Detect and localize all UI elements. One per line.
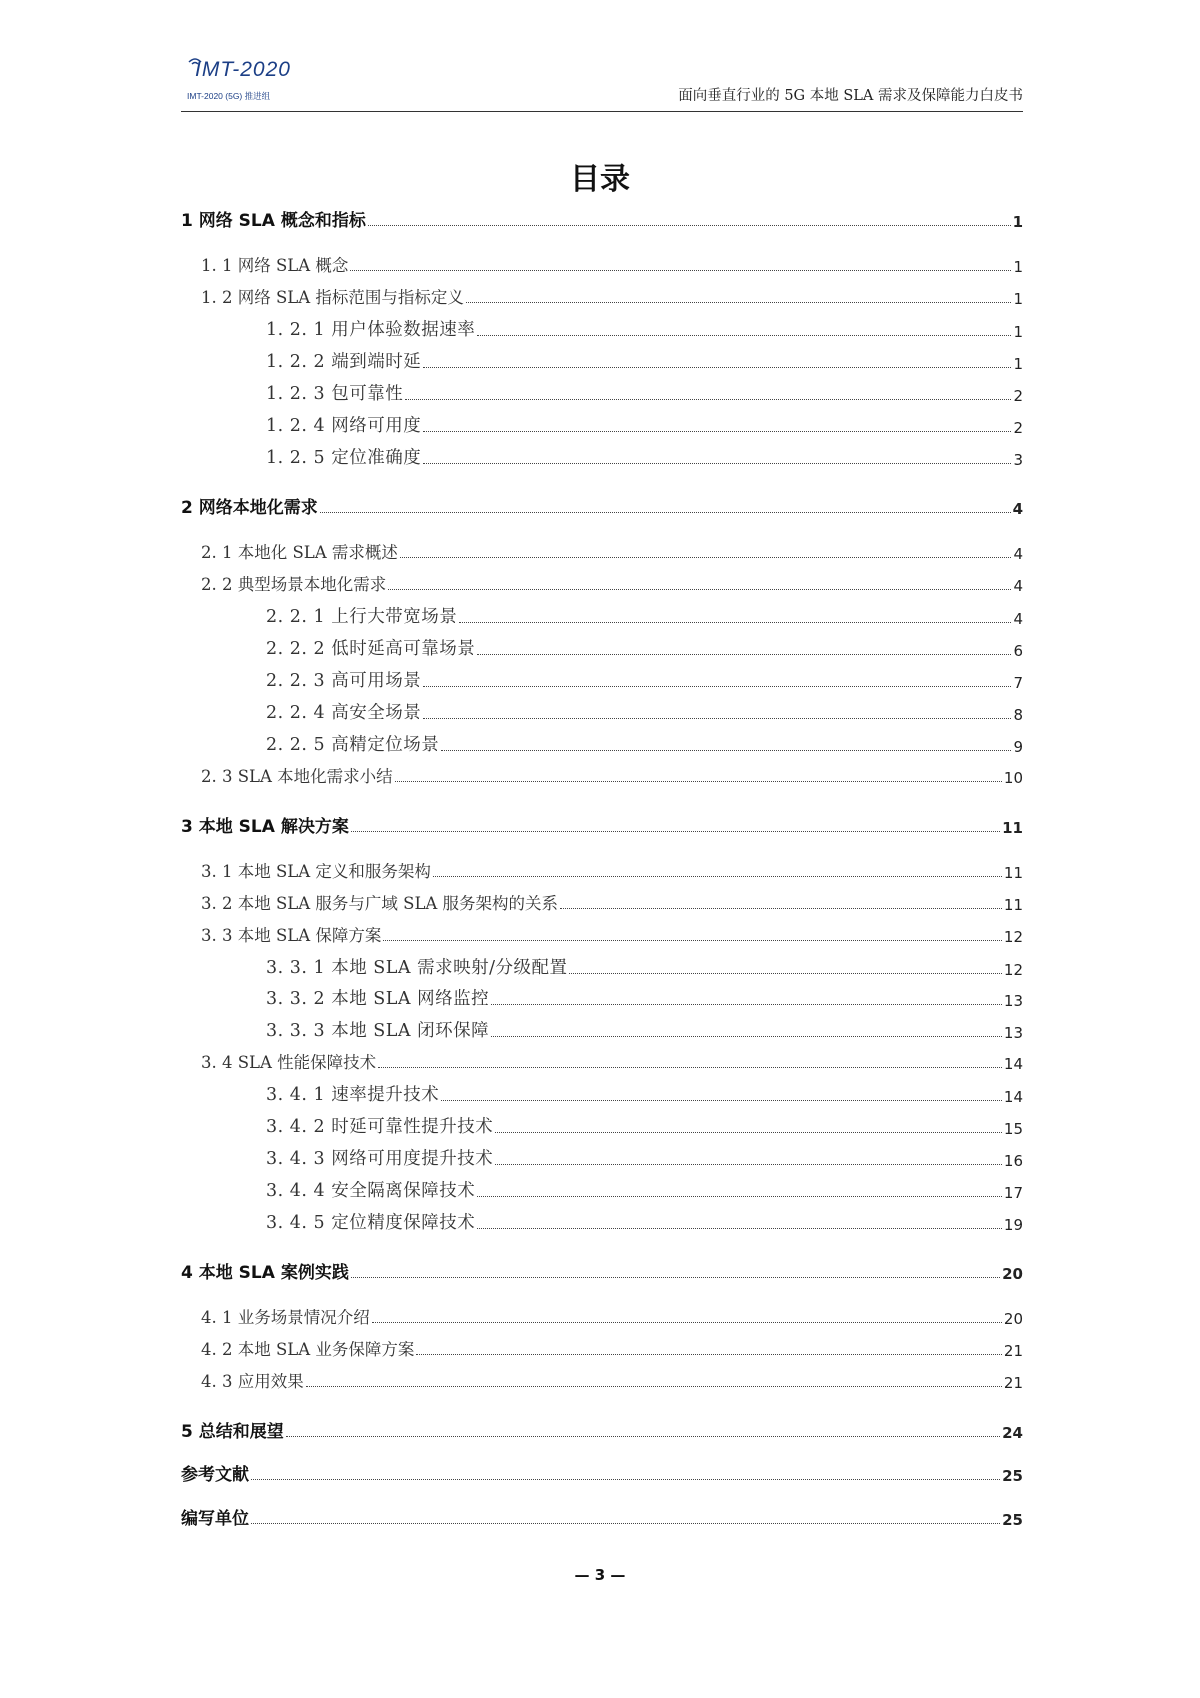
dot-leader [423, 367, 1011, 368]
toc-entry[interactable] [181, 1417, 1023, 1442]
toc-entry-label: 2. 2. 2 低时延高可靠场景 [266, 639, 476, 659]
toc-entry[interactable] [266, 985, 1023, 1010]
toc-entry[interactable] [266, 603, 1023, 628]
toc-entry[interactable] [201, 539, 1023, 563]
toc-entry[interactable] [201, 1049, 1023, 1073]
dot-leader [477, 1196, 1002, 1197]
toc-entry-page: 17 [1003, 1184, 1023, 1202]
toc-entry-page: 4 [1013, 577, 1023, 595]
toc-entry-label: 4. 3 应用效果 [201, 1372, 304, 1391]
toc-entry-label: 1. 1 网络 SLA 概念 [201, 256, 349, 275]
logo-subtext: IMT-2020 (5G) 推进组 [187, 91, 271, 101]
toc-entry-label: 1. 2. 4 网络可用度 [266, 416, 422, 436]
toc-entry-label: 1. 2. 3 包可靠性 [266, 384, 404, 404]
toc-entry-label: 2. 2. 3 高可用场景 [266, 671, 422, 691]
toc-entry-label: 2. 2. 1 上行大带宽场景 [266, 607, 458, 627]
toc-entry-label: 2. 2 典型场景本地化需求 [201, 575, 387, 594]
toc-entry[interactable] [266, 1145, 1023, 1170]
dot-leader [433, 876, 1002, 877]
dot-leader [395, 781, 1002, 782]
toc-entry-page: 12 [1003, 928, 1023, 946]
toc-entry-label: 1. 2. 2 端到端时延 [266, 352, 422, 372]
dot-leader [251, 1523, 1000, 1524]
toc-entry[interactable] [201, 763, 1023, 787]
toc-entry-page: 25 [1002, 1467, 1023, 1485]
toc-entry-label: 3. 3 本地 SLA 保障方案 [201, 926, 382, 945]
toc-entry-label: 1. 2. 5 定位准确度 [266, 448, 422, 468]
toc-entry-page: 20 [1002, 1265, 1023, 1283]
toc-entry-page: 4 [1013, 545, 1023, 563]
toc-entry-label: 3. 4 SLA 性能保障技术 [201, 1053, 377, 1072]
toc-entry[interactable] [266, 1177, 1023, 1202]
toc-entry-page: 15 [1003, 1120, 1023, 1138]
toc-entry[interactable] [266, 1209, 1023, 1234]
toc-entry-page: 10 [1003, 769, 1023, 787]
dot-leader [477, 654, 1011, 655]
dot-leader [372, 1322, 1002, 1323]
toc-entry-page: 2 [1013, 419, 1023, 437]
dot-leader [320, 512, 1011, 513]
toc-entry-page: 1 [1013, 258, 1023, 276]
toc-entry-label: 3. 2 本地 SLA 服务与广域 SLA 服务架构的关系 [201, 894, 559, 913]
toc-entry-label: 1 网络 SLA 概念和指标 [181, 211, 366, 231]
toc-entry-page: 21 [1003, 1342, 1023, 1360]
toc-entry[interactable] [266, 348, 1023, 373]
toc-entry-page: 2 [1013, 387, 1023, 405]
dot-leader [351, 831, 1000, 832]
dot-leader [491, 1036, 1002, 1037]
toc-entry-label: 3. 1 本地 SLA 定义和服务架构 [201, 862, 431, 881]
toc-entry[interactable] [201, 1368, 1023, 1392]
toc-entry-page: 7 [1013, 674, 1023, 692]
toc-entry[interactable] [266, 731, 1023, 756]
dot-leader [350, 270, 1011, 271]
dot-leader [388, 589, 1011, 590]
toc-entry[interactable] [201, 1336, 1023, 1360]
dot-leader [423, 686, 1011, 687]
toc-entry-page: 1 [1012, 213, 1023, 231]
dot-leader [383, 940, 1002, 941]
toc-entry-page: 11 [1003, 896, 1023, 914]
toc-entry[interactable] [266, 699, 1023, 724]
dot-leader [423, 463, 1011, 464]
toc-entry-page: 3 [1013, 451, 1023, 469]
dot-leader [368, 225, 1011, 226]
dot-leader [477, 335, 1011, 336]
dot-leader [405, 399, 1011, 400]
toc-entry-label: 3. 3. 1 本地 SLA 需求映射/分级配置 [266, 958, 568, 978]
toc-entry-label: 2. 3 SLA 本地化需求小结 [201, 767, 393, 786]
toc-entry-page: 4 [1013, 610, 1023, 628]
toc-entry[interactable] [266, 667, 1023, 692]
toc-entry[interactable] [266, 954, 1023, 979]
toc-entry-label: 3. 3. 2 本地 SLA 网络监控 [266, 989, 490, 1009]
toc-entry-page: 13 [1003, 1024, 1023, 1042]
page-number: — 3 — [574, 1566, 626, 1584]
toc-entry[interactable] [181, 1258, 1023, 1283]
toc-entry-page: 14 [1003, 1088, 1023, 1106]
toc-entry[interactable] [201, 922, 1023, 946]
toc-entry-label: 3. 4. 1 速率提升技术 [266, 1085, 440, 1105]
toc-entry-page: 6 [1013, 642, 1023, 660]
dot-leader [441, 1100, 1002, 1101]
toc-entry-label: 3. 4. 2 时延可靠性提升技术 [266, 1117, 494, 1137]
dot-leader [423, 718, 1011, 719]
toc-entry-page: 24 [1002, 1424, 1023, 1442]
dot-leader [416, 1354, 1002, 1355]
dot-leader [306, 1386, 1002, 1387]
dot-leader [251, 1479, 1000, 1480]
dot-leader [560, 908, 1002, 909]
toc-entry-page: 14 [1003, 1055, 1023, 1073]
toc-entry-page: 9 [1013, 738, 1023, 756]
dot-leader [495, 1132, 1002, 1133]
toc-entry-label: 3. 4. 3 网络可用度提升技术 [266, 1149, 494, 1169]
logo-text: IMT-2020 [195, 58, 291, 81]
dot-leader [477, 1228, 1002, 1229]
toc-entry[interactable] [266, 1017, 1023, 1042]
toc-entry-label: 3. 4. 5 定位精度保障技术 [266, 1213, 476, 1233]
toc-entry-label: 3. 3. 3 本地 SLA 闭环保障 [266, 1021, 490, 1041]
toc-entry-page: 13 [1003, 992, 1023, 1010]
toc-entry-page: 20 [1003, 1310, 1023, 1328]
toc-entry[interactable] [266, 412, 1023, 437]
toc-entry[interactable] [201, 890, 1023, 914]
toc-entry-label: 3. 4. 4 安全隔离保障技术 [266, 1181, 476, 1201]
toc-entry-label: 3 本地 SLA 解决方案 [181, 817, 349, 837]
toc-entry[interactable] [181, 206, 1023, 231]
toc-entry-label: 2. 1 本地化 SLA 需求概述 [201, 543, 398, 562]
toc-entry[interactable] [201, 571, 1023, 595]
dot-leader [286, 1436, 1000, 1437]
toc-entry-label: 编写单位 [181, 1509, 249, 1529]
toc-title: 目录 [570, 162, 630, 197]
toc-entry[interactable] [181, 812, 1023, 837]
dot-leader [351, 1277, 1000, 1278]
dot-leader [459, 622, 1011, 623]
dot-leader [423, 431, 1011, 432]
dot-leader [569, 973, 1001, 974]
toc-entry-label: 4. 2 本地 SLA 业务保障方案 [201, 1340, 415, 1359]
page-header [181, 56, 1023, 112]
toc-entry-label: 参考文献 [181, 1465, 249, 1485]
toc-entry-page: 11 [1003, 864, 1023, 882]
toc-entry-page: 11 [1002, 819, 1023, 837]
toc-entry[interactable] [201, 284, 1023, 308]
dot-leader [400, 557, 1012, 558]
toc-entry-page: 1 [1013, 290, 1023, 308]
toc-entry-label: 2. 2. 4 高安全场景 [266, 703, 422, 723]
toc-entry[interactable] [181, 493, 1023, 518]
toc-entry[interactable] [266, 316, 1023, 341]
toc-entry-label: 4. 1 业务场景情况介绍 [201, 1308, 370, 1327]
toc-entry[interactable] [181, 1460, 1023, 1485]
toc-entry-page: 16 [1003, 1152, 1023, 1170]
toc-entry-page: 25 [1002, 1511, 1023, 1529]
toc-entry-page: 19 [1003, 1216, 1023, 1234]
toc-entry-page: 1 [1013, 323, 1023, 341]
dot-leader [491, 1004, 1002, 1005]
toc-entry-page: 12 [1003, 961, 1023, 979]
dot-leader [466, 302, 1012, 303]
toc-entry-label: 2 网络本地化需求 [181, 498, 318, 518]
toc-entry-label: 1. 2. 1 用户体验数据速率 [266, 320, 476, 340]
toc-entry-label: 5 总结和展望 [181, 1422, 284, 1442]
toc-entry[interactable] [266, 380, 1023, 405]
toc-entry[interactable] [181, 1504, 1023, 1529]
toc-entry-label: 1. 2 网络 SLA 指标范围与指标定义 [201, 288, 464, 307]
toc-entry[interactable] [266, 1081, 1023, 1106]
toc-entry[interactable] [266, 635, 1023, 660]
toc-entry-page: 21 [1003, 1374, 1023, 1392]
toc-entry-page: 1 [1013, 355, 1023, 373]
toc-entry[interactable] [266, 1113, 1023, 1138]
document-title: 面向垂直行业的 5G 本地 SLA 需求及保障能力白皮书 [678, 88, 1023, 104]
dot-leader [495, 1164, 1002, 1165]
toc-entry-page: 4 [1012, 500, 1023, 518]
toc-entry-page: 8 [1013, 706, 1023, 724]
dot-leader [441, 750, 1011, 751]
imt2020-logo [181, 56, 321, 106]
toc-entry-label: 4 本地 SLA 案例实践 [181, 1263, 349, 1283]
toc-entry[interactable] [201, 1304, 1023, 1328]
toc-entry[interactable] [201, 252, 1023, 276]
dot-leader [378, 1067, 1002, 1068]
toc-entry[interactable] [201, 858, 1023, 882]
toc-entry[interactable] [266, 444, 1023, 469]
toc-entry-label: 2. 2. 5 高精定位场景 [266, 735, 440, 755]
